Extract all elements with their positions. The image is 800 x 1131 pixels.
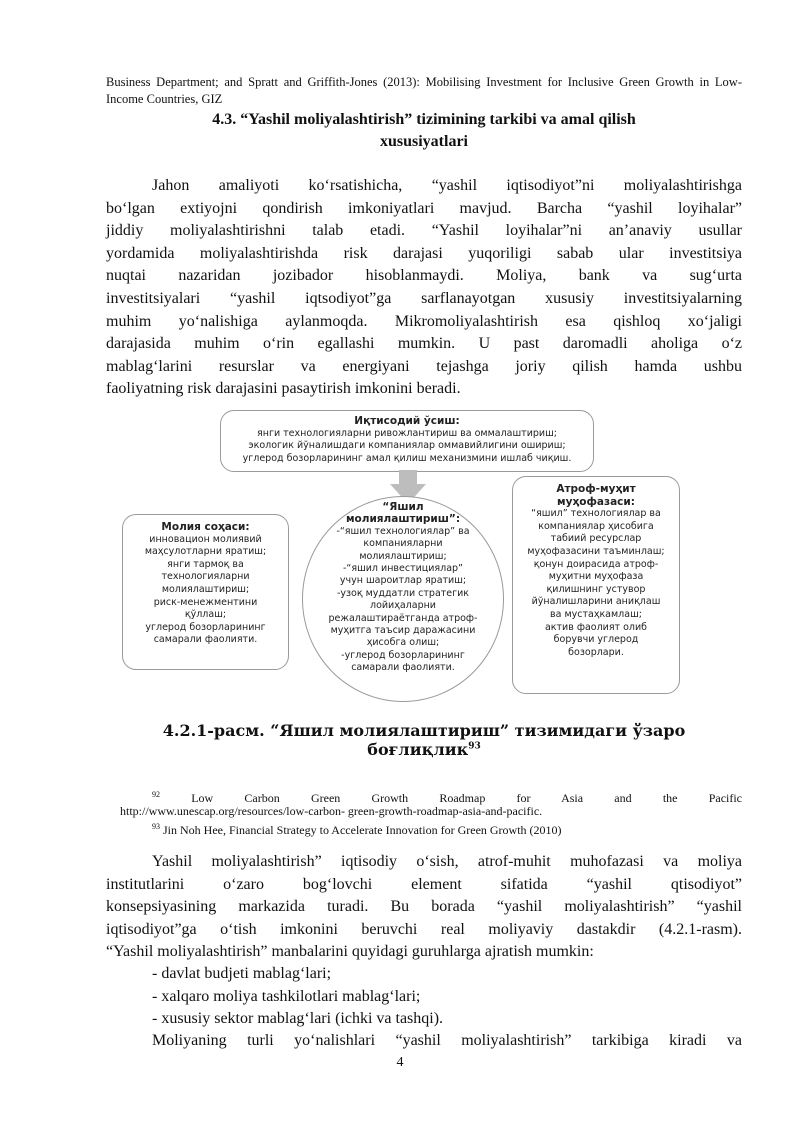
paragraph-line: institutlarini o‘zaro bog‘lovchi element sifatida “yashil qtisodiyot” [106, 875, 742, 893]
footnote-92-url: http://www.unescap.org/resources/low-carbon- green-growth-roadmap-asia-and-pacific. [120, 804, 543, 818]
footnote-number: 92 [152, 790, 160, 799]
box-line: углерод бозорларининг [145, 621, 266, 633]
box-line: бозорлари. [568, 646, 624, 658]
finance-sector-box [122, 514, 289, 670]
box-line: янги тармоқ ва [167, 558, 244, 570]
paragraph-2 [106, 851, 742, 964]
paragraph-line: bo‘lgan extiyojni qondirish imkoniyatlari mavjud. Barcha “yashil loyihalar” [106, 199, 742, 217]
box-title-1: Атроф-муҳит [556, 483, 636, 495]
paragraph-3 [152, 1030, 742, 1053]
circle-line: лойиҳаларни [370, 600, 436, 612]
circle-line: -“яшил технологиялар” ва [336, 525, 470, 537]
section-heading-line2: xususiyatlari [379, 133, 468, 150]
paragraph-line: iqtisodiyot”ga o‘tish imkonini beruvchi real moliyaviy dastakdir (4.2.1-rasm). [106, 920, 742, 938]
paragraph-line: Jahon amaliyoti ko‘rsatishicha, “yashil iqtisodiyot”ni moliyalashtirishga [152, 177, 742, 194]
circle-line: -узоқ муддатли стратегик [336, 587, 470, 599]
box-line: инновацион молиявий [149, 533, 262, 545]
figure-caption [106, 721, 742, 759]
box-title: Молия соҳаси: [161, 521, 250, 533]
box-line: углерод бозорларининг амал қилиш механизмини ишлаб чиқиш. [242, 452, 572, 464]
circle-title-2: молиялаштириш”: [345, 513, 461, 526]
footnote-text: Low Carbon Green Growth Roadmap for Asia and the Pacific [191, 791, 743, 805]
circle-line: режалаштираётганда атроф- [328, 612, 478, 624]
caption-text: 4.2.1-расм. “Яшил молиялаштириш” тизимидаги ўзаро боғлиқлик [162, 721, 686, 759]
box-line: самарали фаолияти. [153, 634, 258, 646]
list-item: - xususiy sektor mablag‘lari (ichki va tashqi). [152, 1010, 444, 1027]
paragraph-line: investitsiyalari “yashil iqtsodiyot”ga sarflanayotgan xususiy investitsiyalarning [106, 289, 742, 307]
box-line: табиий ресурслар [550, 533, 642, 545]
list-item: - xalqaro moliya tashkilotlari mablag‘lari; [152, 988, 421, 1005]
box-line: компаниялар ҳисобига [538, 520, 654, 532]
box-line: “яшил” технологиялар ва [531, 508, 661, 520]
paragraph-line: Moliyaning turli yo‘nalishlari “yashil moliyalashtirish” tarkibiga kiradi va [152, 1032, 742, 1049]
paragraph-line: konsepsiyasining markazida turadi. Bu borada “yashil moliyalashtirish” “yashil [106, 898, 742, 916]
circle-title-1: “Яшил [382, 501, 424, 513]
box-line: муҳофазасини таъминлаш; [527, 545, 665, 557]
top-reference-text: Business Department; and Spratt and Griffith-Jones (2013): Mobilising Investment for Inclusive Green Growth in Low-Income Countries, GIZ [106, 75, 742, 106]
circle-line: учун шароитлар яратиш; [339, 575, 467, 587]
box-line: қилишнинг устувор [546, 583, 646, 595]
caption-footnote-ref: 93 [468, 741, 481, 752]
list-item: - davlat budjeti mablag‘lari; [152, 965, 332, 982]
box-line: риск-менежментини [153, 596, 258, 608]
box-line: муҳитни муҳофаза [548, 571, 644, 583]
circle-line: молиялаштириш; [359, 550, 447, 562]
box-line: ва мустаҳкамлаш; [550, 608, 642, 620]
paragraph-line: “Yashil moliyalashtirish” manbalarini quyidagi guruhlarga ajratish mumkin: [106, 943, 594, 961]
circle-line: муҳитга таъсир даражасини [330, 625, 476, 637]
paragraph-line: faoliyatning risk darajasini pasaytirish imkonini beradi. [106, 380, 461, 398]
section-heading-line1: 4.3. “Yashil moliyalashtirish” tizimining tarkibi va amal qilish [212, 111, 636, 128]
box-line: қўллаш; [184, 609, 227, 621]
environment-protection-box [512, 476, 680, 694]
footnote-number: 93 [152, 822, 160, 831]
box-line: молиялаштириш; [161, 583, 250, 595]
box-line: технологияларни [161, 571, 250, 583]
paragraph-line: mablag‘larini resurslar va energiyani tejashga joriy qilish hamda ushbu [106, 357, 742, 375]
paragraph-line: jiddiy moliyalashtirishni talab etadi. “Yashil loyihalar”ni an’anaviy usullar [106, 222, 742, 240]
circle-line: ҳисобга олиш; [366, 637, 440, 649]
box-line: қонун доирасида атроф- [533, 558, 659, 570]
circle-line: самарали фаолияти. [351, 662, 455, 674]
footnote-93 [152, 819, 562, 838]
paragraph-line: muhim yo‘nalishiga aylanmoqda. Mikromoliyalashtirish esa qishloq xo‘jaligi [106, 312, 742, 330]
box-line: янги технологияларни ривожлантириш ва оммалаштириш; [257, 427, 557, 439]
diagram-figure [120, 410, 680, 700]
circle-line: компанияларни [363, 538, 443, 550]
box-title-2: муҳофазаси: [557, 495, 635, 508]
box-line: актив фаолият олиб [544, 621, 648, 633]
economic-growth-box [220, 410, 594, 472]
paragraph-line: yordamida moliyalashtirishda risk darajasi yuqoriligi sabab ular investitsiya [106, 244, 742, 262]
box-title: Иқтисодий ўсиш: [354, 415, 460, 427]
box-line: экологик йўналишдаги компаниялар оммавийлигини ошириш; [248, 440, 566, 452]
paragraph-1 [106, 175, 742, 401]
green-finance-circle [302, 496, 504, 702]
page-number: 4 [396, 1055, 404, 1070]
footnote-text: Jin Noh Hee, Financial Strategy to Accelerate Innovation for Green Growth (2010) [160, 823, 562, 837]
paragraph-line: darajasida muhim o‘rin egallashi mumkin. U past daromadli aholiga o‘z [106, 335, 742, 353]
box-line: борувчи углерод [553, 634, 639, 646]
box-line: йўналишларини аниқлаш [531, 596, 661, 608]
paragraph-line: nuqtai nazaridan jozibador hisoblanmaydi. Moliya, bank va sug‘urta [106, 267, 742, 285]
box-line: маҳсулотларни яратиш; [144, 546, 267, 558]
circle-line: -“яшил инвестициялар” [343, 563, 463, 575]
circle-line: -углерод бозорларининг [341, 649, 465, 661]
paragraph-line: Yashil moliyalashtirish” iqtisodiy o‘sish, atrof-muhit muhofazasi va moliya [152, 853, 742, 870]
